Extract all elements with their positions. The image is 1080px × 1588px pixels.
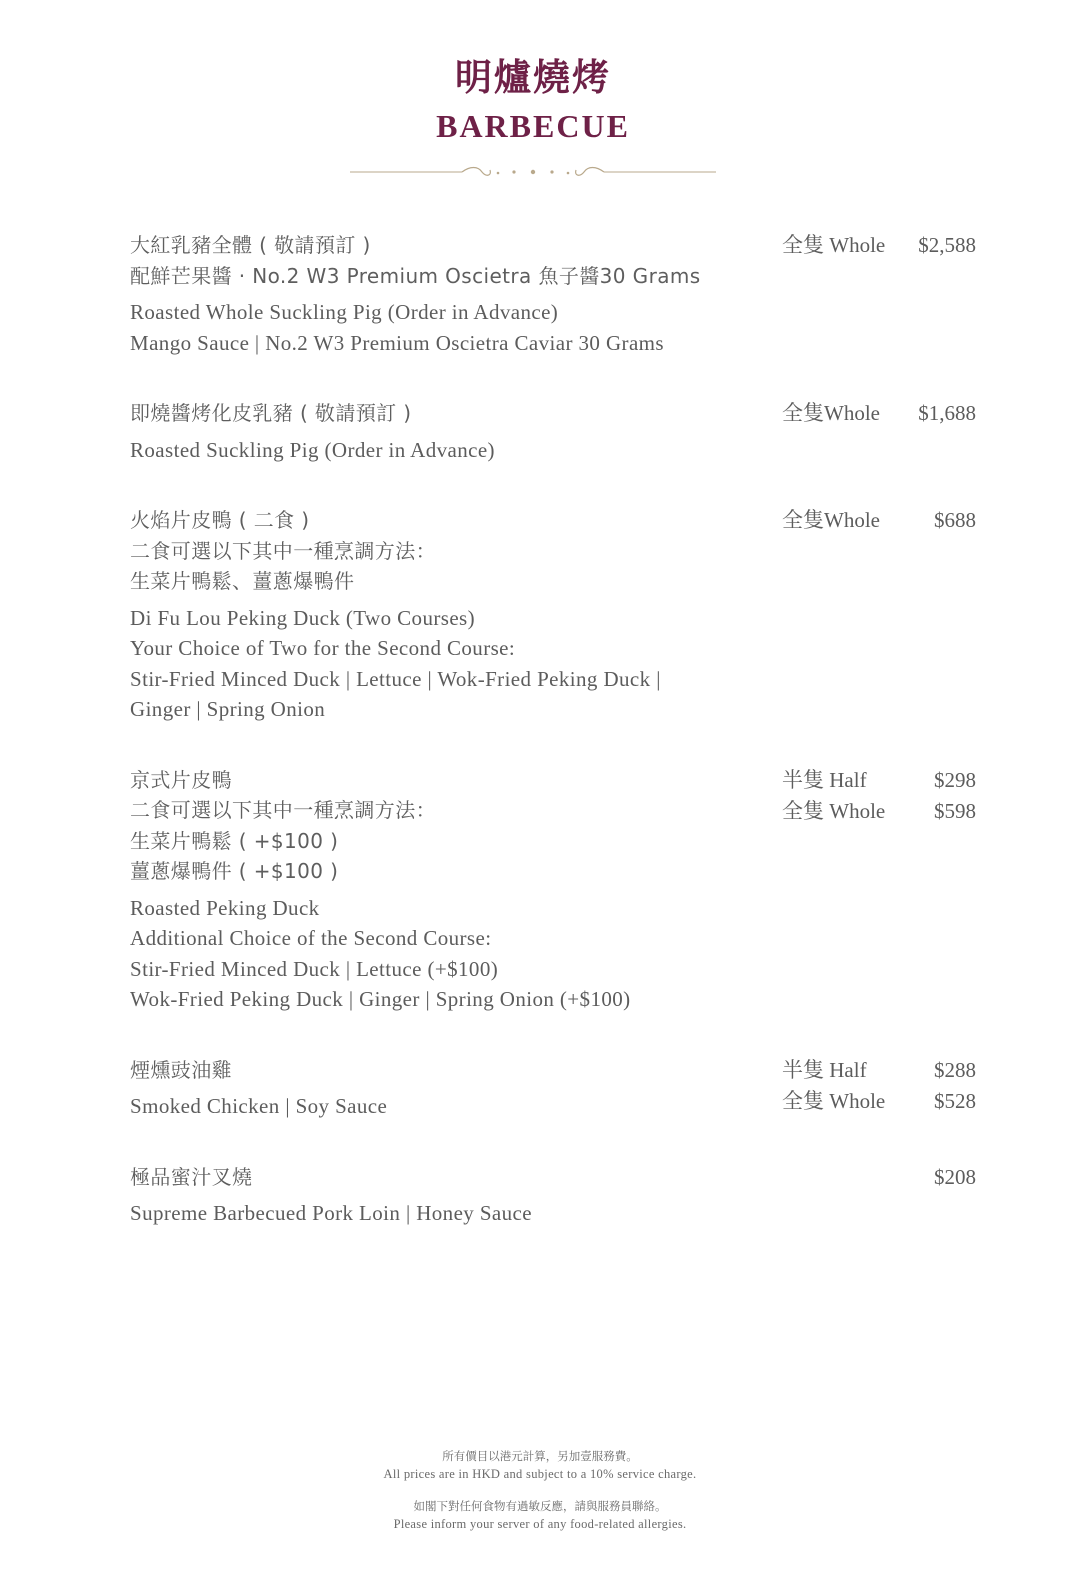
dish-name-zh: 生菜片鴨鬆、薑蔥爆鴨件 xyxy=(130,569,355,593)
menu-item xyxy=(130,765,976,1015)
price-row xyxy=(782,765,976,796)
dish-name-en: Di Fu Lou Peking Duck (Two Courses) xyxy=(130,605,476,630)
menu-item-description xyxy=(130,230,770,358)
menu-item-description xyxy=(130,1055,770,1122)
section-title-zh: 明爐燒烤 xyxy=(455,55,611,99)
dish-name-en-block xyxy=(130,435,770,466)
allergy-en: Please inform your server of any food-related allergies. xyxy=(393,1517,687,1531)
price-row xyxy=(782,796,976,827)
dish-name-en: Roasted Whole Suckling Pig (Order in Advance) xyxy=(130,300,559,324)
menu-item xyxy=(130,505,976,725)
price-column xyxy=(782,1162,976,1193)
price-amount: $208 xyxy=(934,1164,976,1189)
dish-name-zh: 極品蜜汁叉燒 xyxy=(130,1164,253,1189)
menu-item xyxy=(130,1162,976,1229)
price-row xyxy=(782,1086,976,1117)
ornament-divider-icon xyxy=(350,164,716,180)
menu-item xyxy=(130,1055,976,1122)
dish-name-en: Smoked Chicken | Soy Sauce xyxy=(130,1094,388,1118)
menu-list xyxy=(130,230,976,1269)
dish-name-en: Additional Choice of the Second Course: xyxy=(130,926,492,950)
price-row xyxy=(782,1162,976,1193)
section-title-en: BARBECUE xyxy=(436,108,630,144)
dish-name-en-block xyxy=(130,1091,770,1122)
dish-name-en: Ginger | Spring Onion xyxy=(130,697,326,721)
price-amount: $298 xyxy=(934,767,976,792)
dish-name-en-block xyxy=(130,603,770,725)
dish-name-en: Your Choice of Two for the Second Course: xyxy=(130,636,516,660)
price-amount: $528 xyxy=(934,1088,976,1113)
dish-name-en: Stir-Fried Minced Duck | Lettuce (+$100) xyxy=(130,956,499,981)
dish-name-zh: 二食可選以下其中一種烹調方法： xyxy=(130,798,436,822)
dish-name-zh: 薑蔥爆鴨件 ( +$100 ) xyxy=(130,859,339,883)
portion-label: 全隻 Whole xyxy=(782,798,886,823)
dish-name-en-block xyxy=(130,1198,770,1229)
dish-name-zh: 煙燻豉油雞 xyxy=(130,1057,232,1082)
dish-name-zh: 即燒醬烤化皮乳豬 ( 敬請預訂 ) xyxy=(130,401,412,425)
dish-name-zh: 大紅乳豬全體 ( 敬請預訂 ) xyxy=(130,233,371,257)
dish-name-en: Roasted Suckling Pig (Order in Advance) xyxy=(130,437,495,462)
allergy-note xyxy=(0,1497,1080,1533)
dish-name-en: Roasted Peking Duck xyxy=(130,895,320,920)
portion-label: 全隻 Whole xyxy=(782,233,886,257)
price-row xyxy=(782,230,976,261)
service-charge-note xyxy=(0,1447,1080,1483)
menu-item xyxy=(130,398,976,465)
price-row xyxy=(782,1055,976,1086)
menu-item xyxy=(130,230,976,358)
dish-name-zh: 二食可選以下其中一種烹調方法： xyxy=(130,538,436,563)
dish-name-zh: 京式片皮鴨 xyxy=(130,767,232,792)
dish-name-zh: 火焰片皮鴨 ( 二食 ) xyxy=(130,508,310,532)
dish-name-zh: 配鮮芒果醬 · No.2 W3 Premium Oscietra 魚子醬30 Grams xyxy=(130,263,701,288)
allergy-zh: 如閣下對任何食物有過敏反應，請與服務員聯絡。 xyxy=(413,1499,667,1513)
price-amount: $598 xyxy=(934,798,976,823)
dish-name-en-block xyxy=(130,297,770,358)
price-amount: $1,688 xyxy=(918,401,976,425)
portion-label: 全隻Whole xyxy=(782,508,880,532)
menu-item-description xyxy=(130,505,770,725)
dish-name-en: Mango Sauce | No.2 W3 Premium Oscietra Caviar 30 Grams xyxy=(130,330,664,355)
menu-header xyxy=(0,52,1080,146)
portion-label: 全隻 Whole xyxy=(782,1088,886,1113)
menu-item-description xyxy=(130,765,770,1015)
dish-name-en: Stir-Fried Minced Duck | Lettuce | Wok-Fried Peking Duck | xyxy=(130,666,661,691)
dish-name-zh: 生菜片鴨鬆 ( +$100 ) xyxy=(130,828,339,853)
menu-item-description xyxy=(130,1162,770,1229)
price-column xyxy=(782,230,976,261)
price-column xyxy=(782,1055,976,1117)
dish-name-en: Supreme Barbecued Pork Loin | Honey Sauce xyxy=(130,1201,532,1225)
price-column xyxy=(782,505,976,536)
service-charge-en: All prices are in HKD and subject to a 10% service charge. xyxy=(383,1467,697,1481)
price-column xyxy=(782,398,976,429)
price-column xyxy=(782,765,976,827)
dish-name-en-block xyxy=(130,893,770,1015)
price-amount: $2,588 xyxy=(918,233,976,257)
portion-label: 全隻Whole xyxy=(782,401,880,425)
dish-name-en: Wok-Fried Peking Duck | Ginger | Spring Onion (+$100) xyxy=(130,987,631,1011)
price-row xyxy=(782,505,976,536)
service-charge-zh: 所有價目以港元計算，另加壹服務費。 xyxy=(442,1449,638,1463)
portion-label: 半隻 Half xyxy=(782,1057,867,1082)
price-amount: $288 xyxy=(934,1057,976,1082)
price-amount: $688 xyxy=(934,508,976,532)
price-row xyxy=(782,398,976,429)
portion-label: 半隻 Half xyxy=(782,767,867,792)
menu-item-description xyxy=(130,398,770,465)
